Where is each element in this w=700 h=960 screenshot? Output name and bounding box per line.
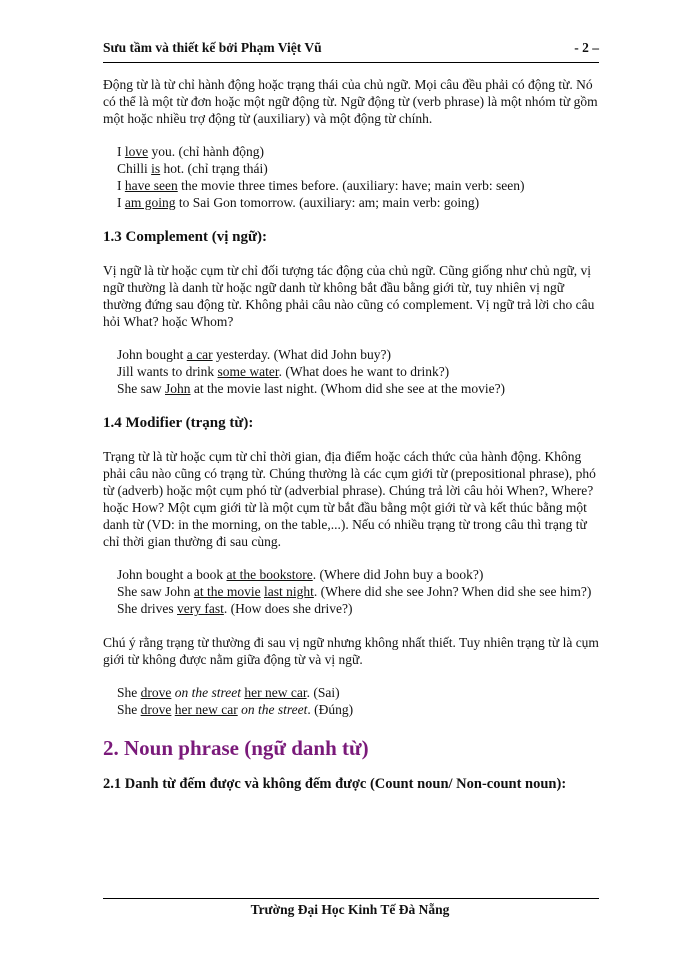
subsection-heading: 2.1 Danh từ đếm được và không đếm được (Count noun/ Non-count noun):	[103, 776, 567, 792]
verb-example: Chilli is hot. (chỉ trạng thái)	[117, 161, 268, 176]
complement-example: Jill wants to drink some water. (What does he want to drink?)	[117, 364, 450, 379]
page-number: - 2 –	[574, 40, 599, 55]
complement-example: John bought a car yesterday. (What did John buy?)	[117, 347, 391, 362]
wrong-example: She drove on the street her new car. (Sai)	[117, 685, 340, 700]
complement-example: She saw John at the movie last night. (Whom did she see at the movie?)	[117, 381, 506, 396]
right-example: She drove her new car on the street. (Đúng)	[117, 702, 354, 717]
header-rule	[103, 62, 599, 63]
complement-heading: 1.3 Complement (vị ngữ):	[103, 229, 267, 245]
modifier-example: She drives very fast. (How does she drive?)	[117, 601, 353, 616]
header-author: Sưu tầm và thiết kế bởi Phạm Việt Vũ	[103, 40, 322, 55]
intro-paragraph: Động từ là từ chỉ hành động hoặc trạng thái của chủ ngữ. Mọi câu đều phải có động từ. Nó có thể là một từ đơn hoặc một ngữ động từ. Ngữ động từ (verb phrase) là một nhóm từ gồm một hoặc nhiều trợ động từ (auxiliary) và một động từ chính.	[103, 77, 598, 126]
modifier-note: Chú ý rằng trạng từ thường đi sau vị ngữ nhưng không nhất thiết. Tuy nhiên trạng từ là cụm giới từ không được nằm giữa động từ và vị ngữ.	[103, 635, 599, 667]
verb-example: I have seen the movie three times before. (auxiliary: have; main verb: seen)	[117, 178, 525, 193]
verb-examples	[103, 143, 599, 211]
position-examples	[103, 684, 599, 718]
complement-paragraph: Vị ngữ là từ hoặc cụm từ chỉ đối tượng tác động của chủ ngữ. Cũng giống như chủ ngữ, vị ngữ thường là danh từ hoặc ngữ danh từ không bắt đầu bằng giới từ, tuy nhiên vị ngữ thường đứng sau động từ. Không phải câu nào cũng có complement. Vị ngữ trả lời cho câu hỏi What? hoặc Whom?	[103, 263, 595, 329]
modifier-heading: 1.4 Modifier (trạng từ):	[103, 415, 254, 431]
verb-example: I am going to Sai Gon tomorrow. (auxiliary: am; main verb: going)	[117, 195, 480, 210]
complement-examples	[103, 346, 599, 397]
footer-rule	[103, 898, 599, 899]
page-content	[103, 76, 599, 809]
page-footer: Trường Đại Học Kinh Tế Đà Nẵng	[250, 902, 450, 917]
modifier-paragraph: Trạng từ là từ hoặc cụm từ chỉ thời gian, địa điểm hoặc cách thức của hành động. Không phải câu nào cũng có trạng từ. Chúng thường là các cụm giới từ (prepositional phrase), phó từ (adverb) hoặc một cụm phó từ (adverbial phrase). Chúng trả lời câu hỏi When?, Where? hoặc How? Một cụm giới từ là một cụm từ bắt đầu bằng một giới từ và kết thúc bằng một danh từ (VD: in the morning, on the table,...). Nếu có nhiều trạng từ trong câu thì trạng từ chỉ thời gian thường đi sau cùng.	[103, 449, 596, 549]
modifier-examples	[103, 566, 599, 617]
section-heading: 2. Noun phrase (ngữ danh từ)	[103, 736, 369, 760]
modifier-example: John bought a book at the bookstore. (Where did John buy a book?)	[117, 567, 484, 582]
verb-example: I love you. (chỉ hành động)	[117, 144, 264, 159]
modifier-example: She saw John at the movie last night. (Where did she see John? When did she see him?)	[117, 584, 592, 599]
